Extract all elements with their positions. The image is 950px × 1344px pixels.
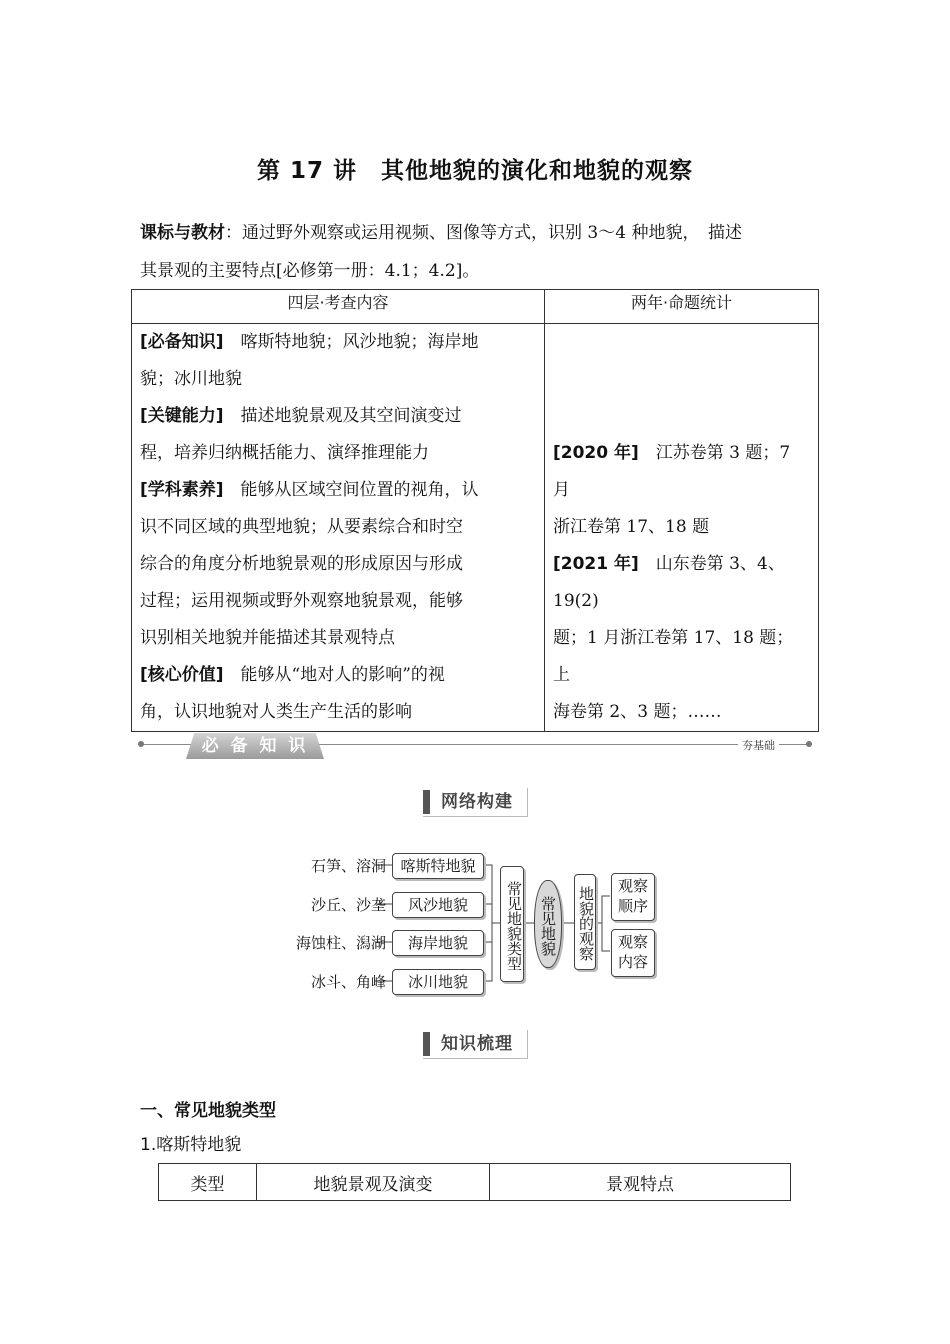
overview-content-cell	[132, 324, 545, 732]
item-tag: [学科素养]	[140, 480, 224, 500]
intro-line-2: 其景观的主要特点[必修第一册：4.1；4.2]。	[140, 261, 480, 281]
category-box: 常见地貌类型	[500, 866, 524, 982]
observe-order-box: 观察顺序	[611, 873, 655, 921]
observe-box: 地貌的观察	[574, 874, 596, 970]
karst-header-landscape: 地貌景观及演变	[257, 1164, 490, 1201]
overview-stats-cell	[545, 324, 819, 732]
item-tag: [核心价值]	[140, 665, 224, 685]
overview-header-stats: 两年·命题统计	[545, 290, 819, 324]
example-aeolian: 沙丘、沙垄	[310, 896, 386, 914]
heading-karst: 1.喀斯特地貌	[140, 1135, 242, 1155]
stats-2020	[553, 435, 810, 546]
item-line: 综合的角度分析地貌景观的形成原因与形成	[140, 554, 463, 574]
item-tag: [必备知识]	[140, 332, 224, 352]
example-karst: 石笋、溶洞	[310, 857, 386, 875]
item-knowledge	[140, 324, 536, 398]
page-title: 第 17 讲 其他地貌的演化和地貌的观察	[256, 158, 694, 184]
stats-tag: [2020 年]	[553, 443, 639, 463]
item-line: 能够从“地对人的影响”的视	[223, 665, 445, 685]
item-line: 过程；运用视频或野外观察地貌景观，能够	[140, 591, 463, 611]
type-glacial: 冰川地貌	[392, 969, 484, 995]
karst-header-features: 景观特点	[490, 1164, 791, 1201]
stats-line: 海卷第 2、3 题；……	[553, 702, 722, 722]
item-line: 识别相关地貌并能描述其景观特点	[140, 628, 395, 648]
overview-table	[131, 289, 819, 732]
heading-landform-types: 一、常见地貌类型	[140, 1101, 276, 1121]
item-value	[140, 657, 536, 731]
stats-line: 题；1 月浙江卷第 17、18 题；上	[553, 628, 794, 685]
karst-header-type: 类型	[159, 1164, 257, 1201]
center-node: 常见地貌	[534, 880, 562, 968]
item-ability	[140, 398, 536, 472]
karst-table	[158, 1163, 791, 1201]
observe-content-box: 观察内容	[611, 929, 655, 977]
stats-line: 江苏卷第 3 题；7 月	[553, 443, 791, 500]
banner-label: 必 备 知 识	[201, 736, 309, 756]
section-banner	[138, 733, 812, 759]
stats-2021	[553, 546, 810, 731]
banner-right-label: 夯基础	[738, 737, 779, 753]
item-line: 能够从区域空间位置的视角，认	[223, 480, 479, 500]
stats-line: 浙江卷第 17、18 题	[553, 517, 710, 537]
intro-paragraph	[140, 214, 812, 290]
item-line: 角，认识地貌对人类生产生活的影响	[140, 702, 412, 722]
heading-bar	[423, 790, 430, 814]
intro-label: 课标与教材	[140, 223, 225, 243]
example-glacial: 冰斗、角峰	[310, 973, 386, 991]
stats-line: 山东卷第 3、4、19(2)	[553, 554, 785, 611]
intro-line-1: ：通过野外观察或运用视频、图像等方式，识别 3～4 种地貌， 描述	[225, 223, 742, 243]
item-line: 识不同区域的典型地貌；从要素综合和时空	[140, 517, 463, 537]
type-coastal: 海岸地貌	[392, 930, 484, 956]
heading-text: 网络构建	[441, 792, 513, 812]
type-karst: 喀斯特地貌	[392, 853, 484, 879]
item-literacy	[140, 472, 536, 657]
item-line: 描述地貌景观及其空间演变过	[223, 406, 462, 426]
mindmap	[280, 838, 700, 998]
section-knowledge-heading	[423, 1030, 528, 1059]
type-aeolian: 风沙地貌	[392, 892, 484, 918]
section-network-heading	[423, 788, 528, 817]
item-line: 喀斯特地貌；风沙地貌；海岸地	[223, 332, 479, 352]
overview-header-content: 四层·考查内容	[132, 290, 545, 324]
banner-dot-left	[138, 741, 144, 747]
item-tag: [关键能力]	[140, 406, 224, 426]
item-line: 貌；冰川地貌	[140, 369, 242, 389]
stats-tag: [2021 年]	[553, 554, 639, 574]
heading-text: 知识梳理	[441, 1034, 513, 1054]
banner-dot-right	[806, 741, 812, 747]
item-line: 程，培养归纳概括能力、演绎推理能力	[140, 443, 429, 463]
heading-bar	[423, 1032, 430, 1056]
example-coastal: 海蚀柱、潟湖	[295, 934, 386, 952]
